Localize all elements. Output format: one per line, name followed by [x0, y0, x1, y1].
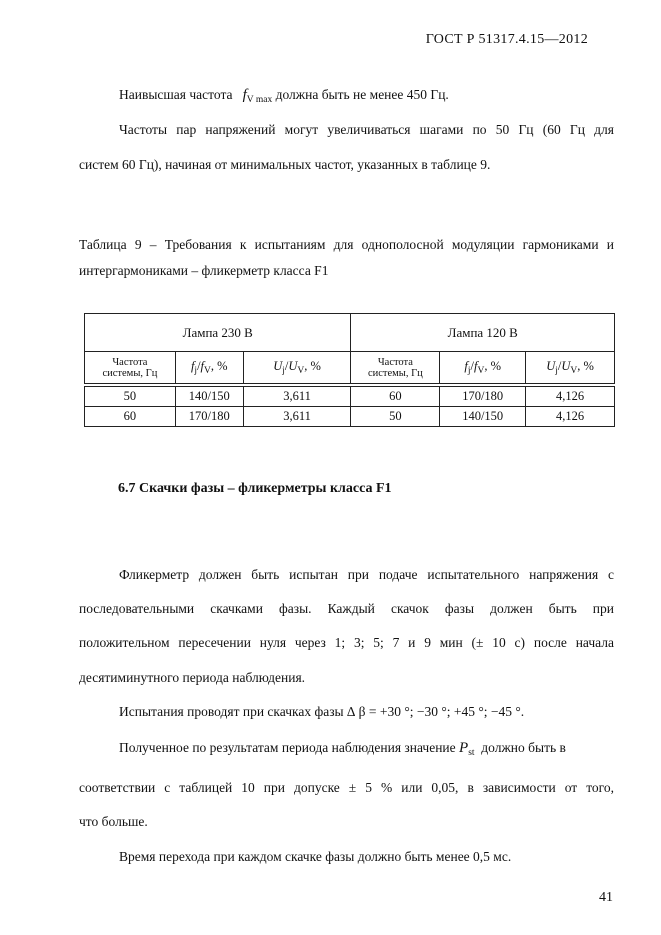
table-cell: 50 [85, 387, 176, 407]
group-header-lamp-120: Лампа 120 В [351, 314, 615, 352]
table-cell: 3,611 [243, 407, 351, 427]
unit: % [583, 359, 594, 373]
col-header-frequency-ratio: $f_j/f_V$, % [175, 352, 243, 384]
col-header-voltage-ratio: $U_j/U_V$, % [526, 352, 615, 384]
unit: % [217, 359, 228, 373]
section-title: 6.7 Скачки фазы – фликерметры класса F1 [118, 481, 392, 496]
paragraph-max-frequency [119, 86, 654, 109]
sym-b-sub: V [477, 366, 485, 376]
pst-symbol: P [459, 740, 469, 756]
table-cell: 60 [351, 387, 440, 407]
harmonics-test-table [84, 313, 615, 427]
text-before: Наивысшая частота [119, 87, 233, 102]
table-cell: 3,611 [243, 387, 351, 407]
sym-a-sub: j [467, 366, 471, 376]
group-header-lamp-230: Лампа 230 В [85, 314, 351, 352]
col-header-voltage-ratio: $U_j/U_V$, % [243, 352, 351, 384]
paragraph-pst-line1 [119, 739, 614, 762]
col-header-line1: Частота [377, 356, 413, 368]
table-cell: 140/150 [440, 407, 526, 427]
paragraph-frequency-steps-line2: систем 60 Гц), начиная от минимальных частот, указанных в таблице 9. [79, 157, 491, 172]
col-header-line2: системы, Гц [367, 367, 423, 379]
table-row [85, 407, 615, 427]
table-caption: Таблица 9 – Требования к испытаниям для однополосной модуляции гармониками и интергармониками – фликерметр класса F1 [79, 237, 614, 278]
sym-a-sub: j [555, 366, 558, 376]
text-after: должно быть в [481, 740, 566, 755]
sym-a-sub: j [282, 366, 285, 376]
table-cell: 50 [351, 407, 440, 427]
sym-b-sub: V [204, 366, 211, 376]
pst-subscript: st [468, 748, 475, 758]
table-cell: 140/150 [175, 387, 243, 407]
paragraph-phase-jump-values: Испытания проводят при скачках фазы ∆ β = +30 °; −30 °; +45 °; −45 °. [119, 704, 525, 719]
paragraph-transition-time: Время перехода при каждом скачке фазы должно быть менее 0,5 мс. [119, 849, 512, 864]
sym-b-sub: V [570, 366, 578, 376]
unit: % [490, 359, 502, 373]
table-cell: 170/180 [175, 407, 243, 427]
sym-b: U [288, 359, 298, 373]
paragraph-pst-line3: что больше. [79, 814, 148, 829]
frequency-symbol: f [242, 87, 247, 103]
table-cell: 4,126 [526, 387, 615, 407]
unit: % [310, 359, 321, 373]
frequency-subscript: V max [246, 95, 273, 105]
sym-b: U [561, 359, 571, 373]
sym-a: f [190, 359, 195, 373]
table-cell: 170/180 [440, 387, 526, 407]
paragraph-phase-jumps-line4: десятиминутного периода наблюдения. [79, 670, 306, 685]
sym-b-sub: V [297, 366, 305, 376]
document-code-header: ГОСТ Р 51317.4.15—2012 [425, 32, 588, 47]
paragraph-phase-jumps-line1: Фликерметр должен быть испытан при подаче испытательного напряжения с [119, 567, 614, 582]
col-header-system-frequency [85, 352, 176, 384]
table-cell: 60 [85, 407, 176, 427]
sym-a: U [273, 359, 283, 373]
sym-a: f [464, 359, 468, 373]
page-number: 41 [599, 890, 613, 905]
table-cell: 4,126 [526, 407, 615, 427]
col-header-frequency-ratio: $f_j/f_V$, % [440, 352, 526, 384]
paragraph-pst-line2: соответствии с таблицей 10 при допуске ± 5 % или 0,05, в зависимости от того, [79, 780, 614, 795]
col-header-line2: системы, Гц [102, 367, 158, 379]
sym-a-sub: j [194, 366, 198, 376]
sym-a: U [546, 359, 556, 373]
col-header-system-frequency [351, 352, 440, 384]
sym-b: f [200, 359, 205, 373]
sym-b: f [473, 359, 478, 373]
table-row [85, 387, 615, 407]
paragraph-phase-jumps-line3: положительном пересечении нуля через 1; 3; 5; 7 и 9 мин (± 10 с) после начала [79, 635, 614, 650]
text-before: Полученное по результатам периода наблюдения значение [119, 740, 456, 755]
col-header-line1: Частота [112, 356, 148, 368]
text-after: должна быть не менее 450 Гц. [275, 87, 449, 102]
paragraph-frequency-steps-line1: Частоты пар напряжений могут увеличиваться шагами по 50 Гц (60 Гц для [119, 122, 614, 137]
paragraph-phase-jumps-line2: последовательными скачками фазы. Каждый скачок фазы должен быть при [79, 601, 614, 616]
